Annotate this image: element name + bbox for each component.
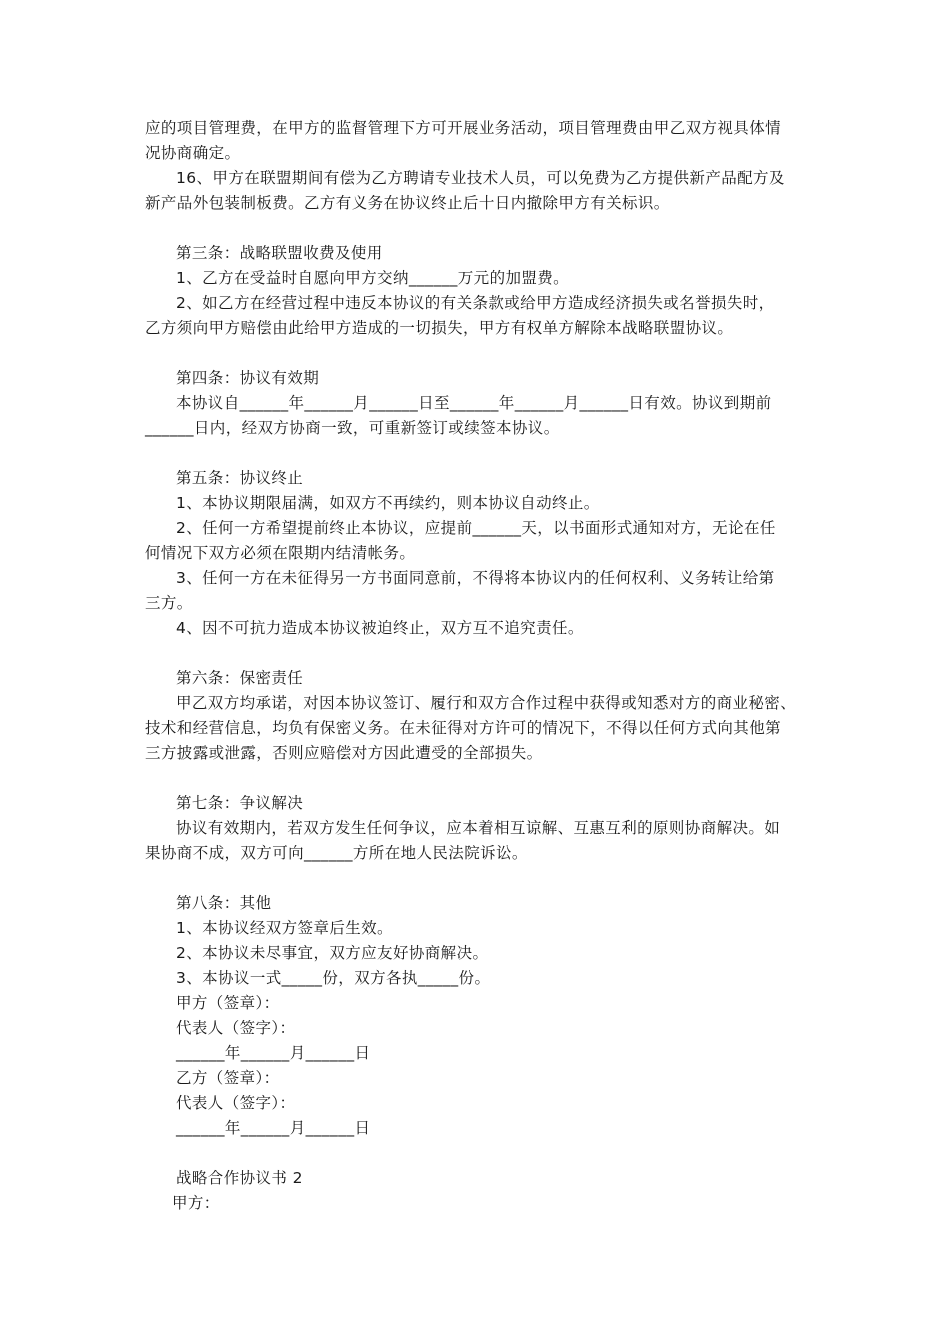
signature-line: 代表人（签字）：: [176, 1094, 296, 1112]
signature-line: 代表人（签字）：: [176, 1019, 296, 1037]
text-line: 乙方须向甲方赔偿由此给甲方造成的一切损失，甲方有权单方解除本战略联盟协议。: [145, 319, 734, 337]
text-line: 甲方：: [172, 1194, 220, 1212]
section-heading: 第四条：协议有效期: [176, 369, 320, 387]
text-line: 何情况下双方必须在限期内结清帐务。: [145, 544, 416, 562]
document-title: 战略合作协议书 2: [176, 1169, 303, 1187]
section-heading: 第五条：协议终止: [176, 469, 304, 487]
text-line: 况协商确定。: [145, 144, 241, 162]
text-line: 三方。: [145, 594, 193, 612]
signature-line: 甲方（签章）：: [176, 994, 280, 1012]
text-line: 2、任何一方希望提前终止本协议，应提前______天，以书面形式通知对方，无论在任: [176, 519, 776, 537]
text-line: 2、如乙方在经营过程中违反本协议的有关条款或给甲方造成经济损失或名誉损失时，: [176, 294, 775, 312]
text-line: 1、本协议期限届满，如双方不再续约，则本协议自动终止。: [176, 494, 600, 512]
text-line: 应的项目管理费，在甲方的监督管理下方可开展业务活动，项目管理费由甲乙双方视具体情: [145, 119, 782, 137]
text-line: 16、甲方在联盟期间有偿为乙方聘请专业技术人员，可以免费为乙方提供新产品配方及: [176, 169, 785, 187]
text-line: 三方披露或泄露，否则应赔偿对方因此遭受的全部损失。: [145, 744, 543, 762]
date-line: ______年______月______日: [176, 1119, 371, 1137]
text-line: 4、因不可抗力造成本协议被迫终止，双方互不追究责任。: [176, 619, 584, 637]
text-line: 技术和经营信息，均负有保密义务。在未征得对方许可的情况下，不得以任何方式向其他第: [145, 719, 782, 737]
signature-line: 乙方（签章）：: [176, 1069, 280, 1087]
section-heading: 第八条：其他: [176, 894, 272, 912]
section-heading: 第七条：争议解决: [176, 794, 304, 812]
text-line: 本协议自______年______月______日至______年______月______日有效。协议到期前: [176, 394, 772, 412]
text-line: 甲乙双方均承诺，对因本协议签订、履行和双方合作过程中获得或知悉对方的商业秘密、: [176, 694, 797, 712]
section-heading: 第三条：战略联盟收费及使用: [176, 244, 383, 262]
text-line: 新产品外包装制板费。乙方有义务在协议终止后十日内撤除甲方有关标识。: [145, 194, 670, 212]
text-line: 协议有效期内，若双方发生任何争议，应本着相互谅解、互惠互利的原则协商解决。如: [176, 819, 781, 837]
text-line: 1、乙方在受益时自愿向甲方交纳______万元的加盟费。: [176, 269, 570, 287]
section-heading: 第六条：保密责任: [176, 669, 304, 687]
text-line: ______日内，经双方协商一致，可重新签订或续签本协议。: [145, 419, 560, 437]
text-line: 1、本协议经双方签章后生效。: [176, 919, 393, 937]
text-line: 2、本协议未尽事宜，双方应友好协商解决。: [176, 944, 489, 962]
text-line: 3、任何一方在未征得另一方书面同意前，不得将本协议内的任何权利、义务转让给第: [176, 569, 775, 587]
text-line: 3、本协议一式_____份，双方各执_____份。: [176, 969, 491, 987]
date-line: ______年______月______日: [176, 1044, 371, 1062]
text-line: 果协商不成，双方可向______方所在地人民法院诉讼。: [145, 844, 528, 862]
